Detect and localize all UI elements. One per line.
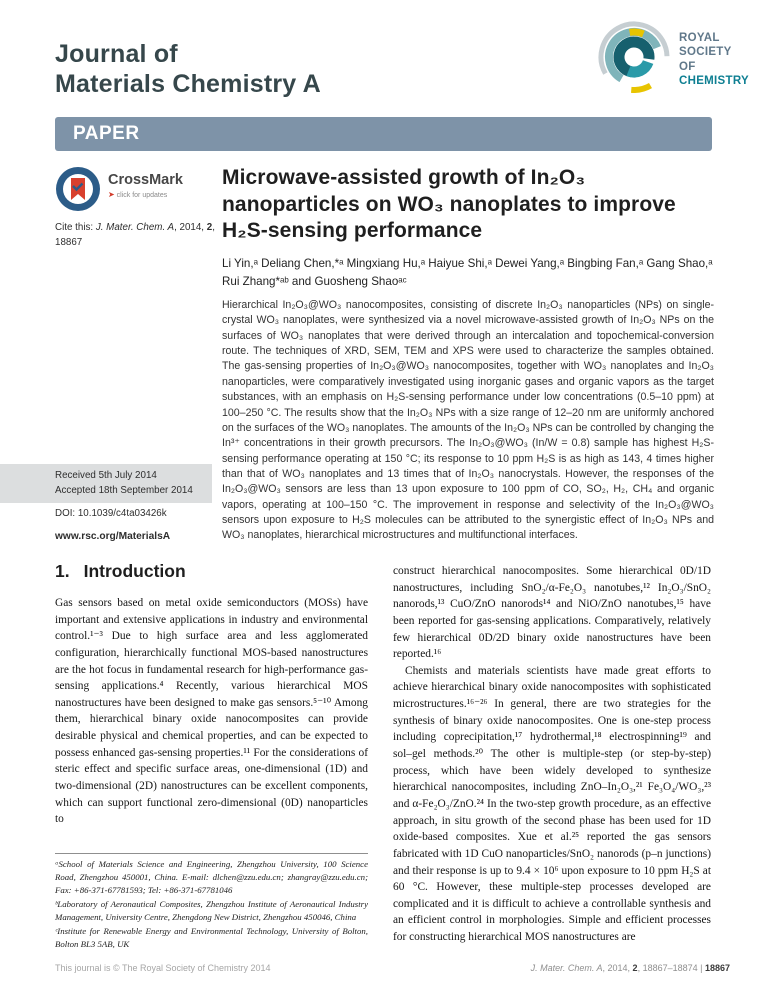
paragraph: Chemists and materials scientists have made great efforts to achieve hierarchical binary oxide nanocomposites with sophisticated microstructures.¹⁶⁻²⁶ In general, there are two strategies for the synthesis of binary oxide nanocomposites. One is one-step process including coprecipitation,¹⁷ hydrothermal,¹⁸ electrospinning¹⁹ and sol–gel methods.²⁰ The other is multiple-step (or step-by-step) process, which have been widely developed to synthesize hierarchical nanocomposites, including ZnO–In₂O₃,²¹ Fe₃O₄/WO₃,²³ and α-Fe₂O₃/ZnO.²⁴ In the two-step growth procedure, as an effective approach, in situ growth of the second phase has been used for 1D oxide-based composites. Xue et al.²⁵ reported the gas sensors fabricated with 1D CuO nanoparticles/SnO₂ nanorods (p–n junctions) and their response is up to 9.4 × 10⁶ upon exposure to 10 ppm H₂S at 60 °C. However, these multiple-step processes developed are complicated and it is difficult to achieve a controllable synthesis and an efficient control in morphologies. Simple and efficient processes for constructing hierarchical MOS nanostructures are [393, 664, 711, 944]
accepted-date: Accepted 18th September 2014 [55, 484, 193, 496]
rsc-swirl-icon [593, 16, 675, 103]
rsc-logo-text [679, 31, 751, 89]
journal-title-line2: Materials Chemistry A [55, 69, 321, 98]
affiliation-b: ᵇLaboratory of Aeronautical Composites, Zhengzhou Institute of Aeronautical Industry Management, University Centre, Zhengdong New District, Zhengzhou 450046, China [55, 898, 368, 922]
citation-info [55, 220, 215, 250]
crossmark-sub-label: ➤ click for updates [108, 190, 168, 199]
abstract-text: Hierarchical In₂O₃@WO₃ nanocomposites, consisting of discrete In₂O₃ nanoparticles (NPs) on single-crystal WO₃ nanoplates, were synthesized via a novel microwave-assisted growth of In₂O₃ NPs on the surfaces of WO₃ nanoplates that were derived through an intercalation and topochemical-conversion route. The techniques of XRD, SEM, TEM and XPS were used to characterize the samples obtained. The gas-sensing properties of In₂O₃@WO₃ nanocomposites, together with WO₃ nanoplates and In₂O₃ nanoparticles, were comparatively investigated using inorganic gases and organic vapors as the target substances, with an emphasis on H₂S-sensing performance under low concentrations (0.5–10 ppm) at 100–250 °C. The results show that the In₂O₃ NPs with a size range of 12–20 nm are uniformly anchored on the surfaces of the WO₃ nanoplates. The amounts of the In₂O₃ NPs can be controlled by changing the In³⁺ concentrations in their growth precursors. The In₂O₃@WO₃ (In/W = 0.8) sample has highest H₂S-sensing performance operating at 150 °C; its response to 10 ppm H₂S is as high as 143, 4 times higher than that of WO₃ nanoplates and 13 times that of In₂O₃ nanocrystals. However, the responses of the In₂O₃@WO₃ sensors are less than 13 upon exposure to 100 ppm of CO, SO₂, H₂, CH₄ and organic vapors, operating at 100–150 °C. The improvement in response and selectivity of the In₂O₃@WO₃ sensors upon exposure to H₂S molecules can be attributed to the synergistic effect of In₂O₃ NPs and WO₃ nanoplates, hierarchical microstructures and multifunctional interfaces. [222, 299, 714, 542]
footer-citation: J. Mater. Chem. A, 2014, 2, 18867–18874 | 18867 [530, 963, 730, 973]
dates-panel [0, 464, 212, 503]
cite-page: , 18867 [55, 222, 215, 249]
crossmark-label: CrossMark ➤ click for updates [108, 172, 183, 199]
body-column-right [393, 563, 711, 946]
paragraph: construct hierarchical nanocomposites. Some hierarchical 0D/1D nanostructures, including SnO₂/α-Fe₂O₃ nanotubes,¹² In₂O₃/SnO₂ nanorods,¹³ CuO/ZnO nanorods¹⁴ and NiO/ZnO nanotubes,¹⁵ have been reported for gas-sensing applications. Comparatively, relatively few hierarchical 0D/2D binary oxide nanostructures have been reported.¹⁶ [393, 565, 711, 661]
cite-mid: , 2014, [174, 222, 207, 233]
footnote-divider [55, 853, 368, 854]
paragraph: Gas sensors based on metal oxide semiconductors (MOSs) have important and extensive applications in industry and environmental control.¹⁻³ Due to high surface area and less agglomerated configuration, hierarchically functional MOS-based nanostructures are the hot focus in fundamental research for high-performance gas-sensing applications.⁴ Recently, various hierarchical MOS nanostructures have been designed to make gas sensors.⁵⁻¹⁰ Among them, hierarchical binary oxide nanocomposites can provide desirable physical and chemical properties, and can be expected to possess enhanced gas-sensing properties.¹¹ For the considerations of steric effect and specific surface areas, one-dimensional (1D) and two-dimensional (2D) nanostructures can be excellent components, which can support functional zero-dimensional (0D) nanoparticles to [55, 597, 368, 826]
rsc-text-line1: ROYAL SOCIETY [679, 31, 732, 59]
article-title: Microwave-assisted growth of In₂O₃ nanoparticles on WO₃ nanoplates to improve H₂S-sensing performance [222, 166, 676, 243]
affiliation-c: ᶜInstitute for Renewable Energy and Environmental Technology, University of Bolton, Bolton BL3 5AB, UK [55, 925, 368, 949]
section-heading-introduction [55, 561, 186, 582]
cite-prefix: Cite this: [55, 222, 96, 233]
journal-title [55, 40, 321, 99]
crossmark-badge[interactable] [55, 166, 215, 217]
copyright-notice: This journal is © The Royal Society of Chemistry 2014 [55, 963, 271, 973]
rsc-text-of: OF [679, 60, 696, 73]
cite-volume: 2 [206, 222, 213, 233]
rsc-logo [593, 16, 751, 103]
footer-page-number: 18867 [704, 963, 730, 973]
author-list: Li Yin,ᵃ Deliang Chen,*ᵃ Mingxiang Hu,ᵃ Haiyue Shi,ᵃ Dewei Yang,ᵃ Bingbing Fan,ᵃ Gang Shao,ᵃ Rui Zhang*ᵃᵇ and Guosheng Shaoᵃᶜ [222, 257, 713, 288]
journal-title-line1: Journal of [55, 40, 178, 68]
doi: DOI: 10.1039/c4ta03426k [55, 508, 167, 519]
affiliation-footnotes [55, 858, 368, 951]
crossmark-flag-icon: ➤ [108, 190, 115, 199]
footer-volume: 2 [632, 963, 638, 973]
section-number: 1. [55, 561, 70, 581]
affiliation-a: ᵃSchool of Materials Science and Engineering, Zhengzhou University, 100 Science Road, Zhengzhou 450001, China. E-mail: dlchen@zzu.edu.cn; zhangray@zzu.edu.cn; Fax: +86-371-67781593; Tel: +86-371-67781046 [55, 859, 368, 895]
section-title: Introduction [83, 561, 186, 581]
article-type-banner: PAPER [55, 117, 712, 151]
rsc-text-chemistry: CHEMISTRY [679, 74, 749, 87]
journal-website-link[interactable]: www.rsc.org/MaterialsA [55, 531, 171, 542]
footer-journal: J. Mater. Chem. A [530, 963, 603, 973]
cite-journal: J. Mater. Chem. A [95, 222, 175, 233]
received-date: Received 5th July 2014 [55, 470, 157, 481]
body-column-left [55, 595, 368, 828]
crossmark-icon [55, 166, 101, 217]
